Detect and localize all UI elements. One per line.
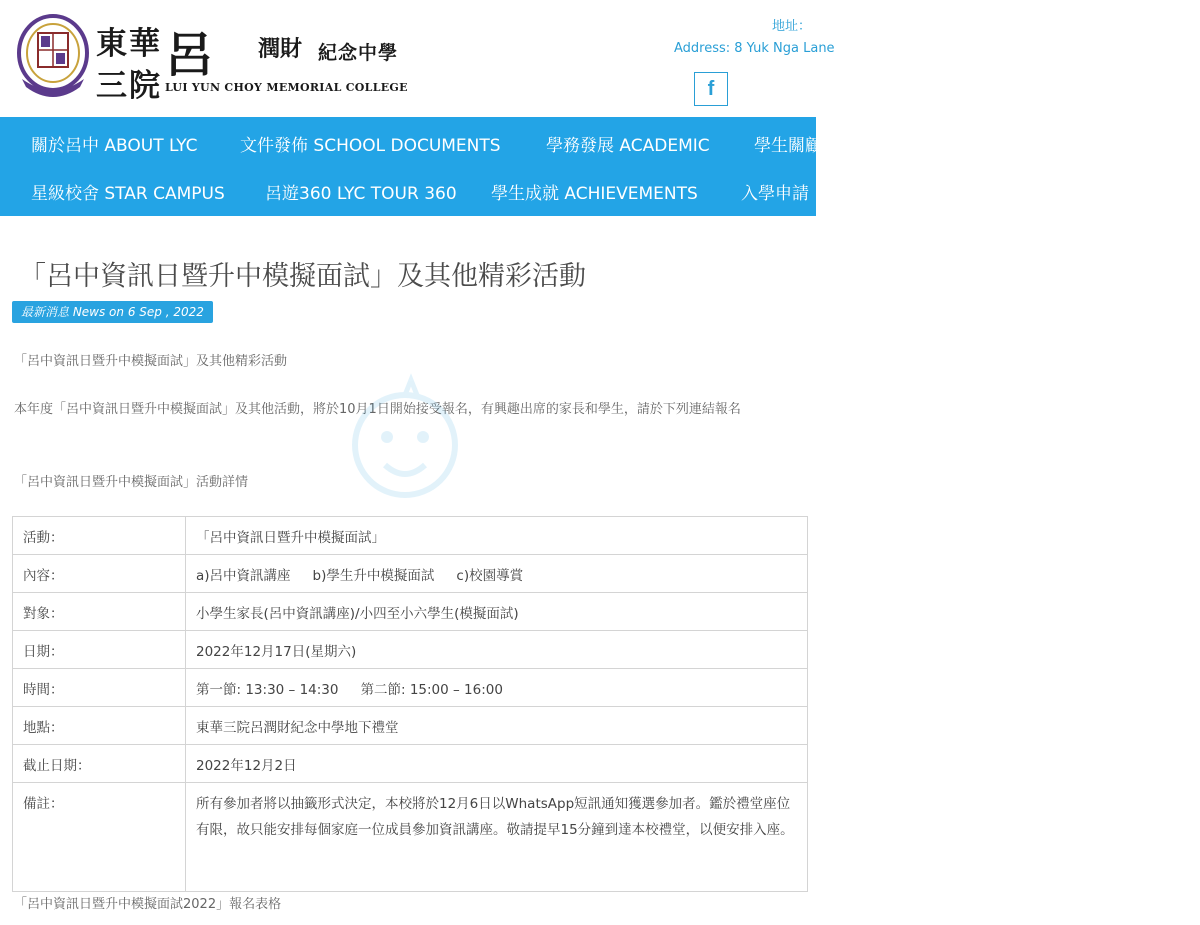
nav-item-school-documents[interactable]: 文件發佈 SCHOOL DOCUMENTS	[240, 136, 501, 156]
row-label-deadline: 截止日期：	[13, 745, 186, 783]
table-row	[13, 593, 808, 631]
details-heading: 「呂中資訊日暨升中模擬面試」活動詳情	[14, 475, 249, 490]
row-value-target: 小學生家長(呂中資訊講座)/小四至小六學生(模擬面試)	[186, 593, 808, 631]
row-label-remarks: 備註：	[13, 783, 186, 892]
row-label-activity: 活動：	[13, 517, 186, 555]
row-label-content: 內容：	[13, 555, 186, 593]
nav-item-admission[interactable]: 入學申請	[741, 184, 809, 204]
page-title: 「呂中資訊日暨升中模擬面試」及其他精彩活動	[19, 261, 586, 292]
news-date-badge[interactable]: 最新消息 News on 6 Sep , 2022	[12, 301, 213, 323]
time-session-2: 第二節: 15:00 – 16:00	[360, 681, 503, 698]
nav-item-star-campus[interactable]: 星級校舍 STAR CAMPUS	[31, 184, 225, 204]
nav-item-academic[interactable]: 學務發展 ACADEMIC	[546, 136, 710, 156]
address-value: Address: 8 Yuk Nga Lane	[674, 41, 835, 56]
row-label-time: 時間：	[13, 669, 186, 707]
intro-text: 本年度「呂中資訊日暨升中模擬面試」及其他活動，將於10月1日開始接受報名，有興趣出席的家長和學生，請於下列連結報名	[14, 402, 741, 417]
row-label-date: 日期：	[13, 631, 186, 669]
event-details-table	[12, 516, 808, 892]
brand-english-name: LUI YUN CHOY MEMORIAL COLLEGE	[165, 81, 408, 94]
intro-heading: 「呂中資訊日暨升中模擬面試」及其他精彩活動	[14, 354, 288, 369]
brand-memorial-college-cjk: 紀念中學	[318, 42, 399, 64]
table-row	[13, 745, 808, 783]
table-row	[13, 517, 808, 555]
row-value-deadline: 2022年12月2日	[186, 745, 808, 783]
row-value-remarks: 所有參加者將以抽籤形式決定，本校將於12月6日以WhatsApp短訊通知獲選參加者。鑑於禮堂座位有限，故只能安排每個家庭一位成員參加資訊講座。敬請提早15分鐘到達本校禮堂，以便安排入座。	[186, 783, 808, 892]
brand-three-hospitals: 三院	[96, 68, 162, 104]
registration-form-heading[interactable]: 「呂中資訊日暨升中模擬面試2022」報名表格	[14, 897, 282, 912]
row-value-venue: 東華三院呂潤財紀念中學地下禮堂	[186, 707, 808, 745]
address-label: 地址：	[772, 19, 812, 34]
nav-item-achievements[interactable]: 學生成就 ACHIEVEMENTS	[491, 184, 698, 204]
content-item-b: b)學生升中模擬面試	[312, 567, 435, 584]
table-row	[13, 783, 808, 892]
content-item-a: a)呂中資訊講座	[196, 567, 291, 584]
nav-item-student-care[interactable]: 學生關顧	[754, 136, 822, 156]
row-value-content	[186, 555, 808, 593]
content-item-c: c)校園導賞	[456, 567, 524, 584]
nav-item-lyc-tour-360[interactable]: 呂遊360 LYC TOUR 360	[265, 184, 457, 204]
row-label-venue: 地點：	[13, 707, 186, 745]
table-row	[13, 631, 808, 669]
brand-name-yun-choy: 潤財	[258, 36, 303, 62]
row-label-target: 對象：	[13, 593, 186, 631]
site-header	[0, 0, 835, 117]
table-row	[13, 707, 808, 745]
nav-row-2	[0, 166, 1200, 214]
time-session-1: 第一節: 13:30 – 14:30	[196, 681, 339, 698]
facebook-icon: f	[707, 77, 715, 100]
row-value-date: 2022年12月17日(星期六)	[186, 631, 808, 669]
table-row	[13, 669, 808, 707]
facebook-button[interactable]	[694, 72, 728, 106]
row-value-time	[186, 669, 808, 707]
nav-row-1	[0, 118, 1200, 166]
table-row	[13, 555, 808, 593]
brand-tung-wah: 東華	[96, 26, 162, 62]
brand-name-lui: 呂	[165, 27, 214, 83]
row-value-activity: 「呂中資訊日暨升中模擬面試」	[186, 517, 808, 555]
nav-item-about[interactable]: 關於呂中 ABOUT LYC	[31, 136, 198, 156]
school-crest-icon[interactable]	[16, 13, 90, 99]
main-navigation	[0, 117, 822, 216]
